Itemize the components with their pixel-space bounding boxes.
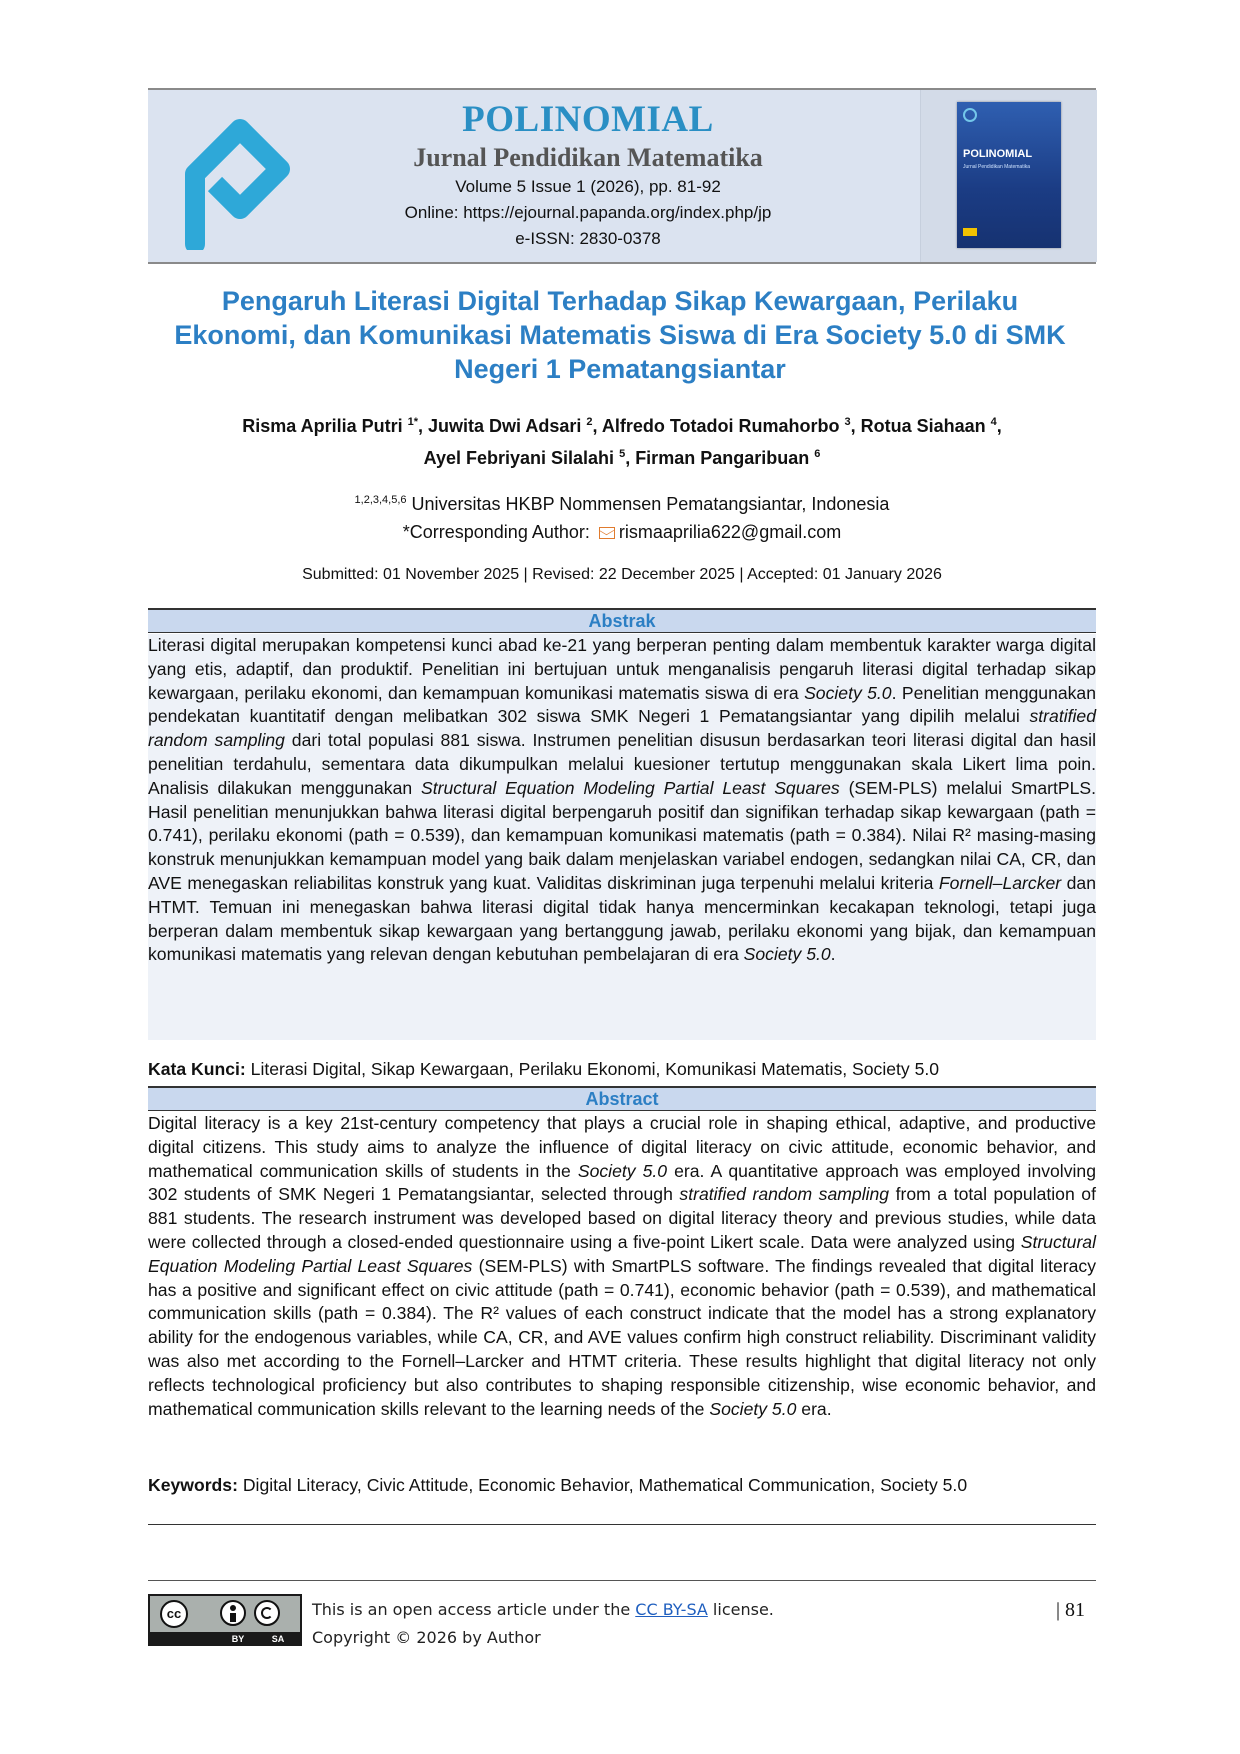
author-line-2 <box>150 440 1094 472</box>
abstrak-keywords-text: Literasi Digital, Sikap Kewargaan, Perilaku Ekonomi, Komunikasi Matematis, Society 5.0 <box>245 1059 940 1079</box>
author-list <box>150 408 1094 472</box>
author-name: , Firman Pangaribuan <box>625 448 815 468</box>
author-affiliation-index: 5 <box>619 448 626 460</box>
corresponding-email[interactable]: rismaaprilia622@gmail.com <box>618 522 842 542</box>
text-run: era. A quantitative approach was employed involving 302 students of SMK Negeri 1 Pematangsiantar, selected through <box>148 1160 1096 1205</box>
author-affiliation-index: 2 <box>586 416 593 428</box>
journal-subtitle: Jurnal Pendidikan Matematika <box>413 143 763 172</box>
text-run: . <box>830 944 836 965</box>
cc-sa-label: SA <box>271 1634 285 1644</box>
cover-subtitle: Jurnal Pendidikan Matematika <box>963 164 1030 170</box>
author-affiliation-index: 3 <box>844 416 851 428</box>
italic-term: Society 5.0 <box>709 1398 797 1419</box>
italic-term: Society 5.0 <box>804 682 892 703</box>
italic-term: Society 5.0 <box>577 1160 668 1181</box>
author-affiliation-index: 1* <box>407 416 418 428</box>
journal-online-url[interactable]: Online: https://ejournal.papanda.org/index.php/jp <box>404 203 772 222</box>
article-title: Pengaruh Literasi Digital Terhadap Sikap Kewargaan, Perilaku Ekonomi, dan Komunikasi Matematis Siswa di Era Society 5.0 di SMK Negeri 1 Pematangsiantar <box>174 286 1066 384</box>
cc-badge-top <box>150 1596 300 1632</box>
text-run: Literasi digital merupakan kompetensi kunci abad ke-21 yang berperan penting dalam membentuk karakter warga digital yang etis, adaptif, dan produktif. Penelitian ini bertujuan untuk menganalisis pengaruh literasi digital terhadap sikap kewargaan, perilaku ekonomi, dan kemampuan komunikasi matematis siswa di era <box>148 635 1096 703</box>
author-affiliation-index: 4 <box>990 416 997 428</box>
text-run: dan HTMT. Temuan ini menegaskan bahwa literasi digital tidak hanya mencerminkan kecakapan teknologi, tetapi juga berperan dalam membentuk sikap kewargaan yang bertanggung jawab, perilaku ekonomi yang bijak, dan kemampuan komunikasi matematis yang relevan dengan kebutuhan pembelajaran di era <box>148 872 1096 965</box>
author-name: , Alfredo Totadoi Rumahorbo <box>592 416 845 436</box>
submission-dates: Submitted: 01 November 2025 | Revised: 22 December 2025 | Accepted: 01 January 2026 <box>302 566 942 583</box>
cc-labels <box>218 1634 298 1644</box>
text-run: (SEM-PLS) with SmartPLS software. The findings revealed that digital literacy has a positive and significant effect on civic attitude (path = 0.741), economic behavior (path = 0.539), and mathematical communication skills (path = 0.384). The R² values of each construct indicate that the model has a strong explanatory ability for the endogenous variables, while CA, CR, and AVE values confirm high construct reliability. Discriminant validity was also met according to the Fornell–Larcker and HTMT criteria. These results highlight that digital literacy not only reflects technological proficiency but also contributes to shaping responsible citizenship, wise economic behavior, and mathematical communication skills relevant to the learning needs of the <box>148 1255 1096 1419</box>
abstrak-keywords-label: Kata Kunci: <box>148 1059 246 1079</box>
affiliation-sup: 1,2,3,4,5,6 <box>354 494 407 506</box>
license-post: license. <box>707 1600 774 1619</box>
abstract-text <box>148 1112 1096 1421</box>
cc-by-sa-badge[interactable] <box>148 1594 302 1646</box>
license-line <box>312 1596 774 1624</box>
author-line-1 <box>150 408 1094 440</box>
section-divider <box>148 1524 1096 1525</box>
journal-logo-icon <box>170 104 300 250</box>
italic-term: Structural Equation Modeling Partial Least Squares <box>148 1231 1096 1276</box>
cc-icon: cc <box>160 1600 188 1628</box>
cc-by-sa-link[interactable]: CC BY-SA <box>635 1600 708 1619</box>
text-run: (SEM-PLS) melalui SmartPLS. Hasil penelitian menunjukkan bahwa literasi digital berpengaruh positif dan signifikan terhadap sikap kewargaan (path = 0.741), perilaku ekonomi (path = 0.539), dan kemampuan komunikasi matematis (path = 0.384). Nilai R² masing-masing konstruk menunjukkan kemampuan model yang baik dalam menjelaskan variabel endogen, sedangkan nilai CA, CR, dan AVE menegaskan reliabilitas konstruk yang kuat. Validitas diskriminan juga terpenuhi melalui kriteria <box>148 777 1096 893</box>
license-notice <box>312 1596 774 1652</box>
journal-cover-panel <box>920 90 1097 262</box>
italic-term: Society 5.0 <box>743 944 831 965</box>
footer-divider <box>148 1580 1096 1581</box>
journal-header <box>148 88 1096 264</box>
italic-term: Fornell–Larcker <box>938 872 1062 893</box>
abstrak-keywords <box>148 1058 1096 1082</box>
journal-info <box>348 98 828 252</box>
cc-by-label: BY <box>231 1634 245 1644</box>
abstrak-heading: Abstrak <box>148 608 1096 633</box>
cover-title: POLINOMIAL <box>963 148 1033 160</box>
corresponding-label: *Corresponding Author: <box>402 522 595 542</box>
abstract-keywords-label: Keywords: <box>148 1475 238 1495</box>
abstract-keywords <box>148 1474 1096 1498</box>
author-name: , Juwita Dwi Adsari <box>418 416 587 436</box>
affiliation-text: Universitas HKBP Nommensen Pematangsiantar, Indonesia <box>406 494 890 514</box>
journal-volume: Volume 5 Issue 1 (2026), pp. 81-92 <box>455 177 721 196</box>
journal-name: POLINOMIAL <box>462 99 714 140</box>
journal-issn: e-ISSN: 2830-0378 <box>515 229 661 248</box>
italic-term: stratified random sampling <box>148 706 1096 751</box>
text-run: . Penelitian menggunakan pendekatan kuantitatif dengan melibatkan 302 siswa SMK Negeri 1 Pematangsiantar yang dipilih melalui <box>148 682 1097 727</box>
mail-icon <box>599 527 615 539</box>
journal-cover-image <box>957 102 1061 248</box>
abstract-keywords-text: Digital Literacy, Civic Attitude, Economic Behavior, Mathematical Communication, Society 5.0 <box>237 1475 968 1495</box>
text-run: Digital literacy is a key 21st-century competency that plays a crucial role in shaping ethical, adaptive, and productive digital citizens. This study aims to analyze the influence of digital literacy on civic attitude, economic behavior, and mathematical communication skills of students in the <box>148 1113 1096 1181</box>
author-name: , <box>996 416 1002 436</box>
author-name: Risma Aprilia Putri <box>242 416 408 436</box>
italic-term: stratified random sampling <box>679 1184 890 1205</box>
text-run: dari total populasi 881 siswa. Instrumen penelitian disusun berdasarkan teori literasi digital dan hasil penelitian terdahulu, sementara data dikumpulkan melalui kuesioner tertutup menggunakan skala Likert lima poin. Analisis dilakukan menggunakan <box>148 730 1096 798</box>
share-alike-icon <box>254 1600 280 1626</box>
text-run: era. <box>796 1398 832 1419</box>
author-name: , Rotua Siahaan <box>850 416 991 436</box>
text-run: from a total population of 881 students. The research instrument was developed based on digital literacy theory and previous studies, while data were collected through a closed-ended questionnaire using a five-point Likert scale. Data were analyzed using <box>148 1184 1096 1252</box>
abstract-heading: Abstract <box>148 1086 1096 1111</box>
affiliation-block <box>150 486 1094 546</box>
corresponding-author <box>150 518 1094 546</box>
cover-badge-icon <box>963 228 977 236</box>
author-name: Ayel Febriyani Silalahi <box>423 448 620 468</box>
author-affiliation-index: 6 <box>814 448 821 460</box>
italic-term: Structural Equation Modeling Partial Least Squares <box>420 777 840 798</box>
attribution-icon <box>220 1600 246 1626</box>
license-pre: This is an open access article under the <box>312 1600 636 1619</box>
page-number: | 81 <box>1056 1599 1086 1621</box>
copyright: Copyright © 2026 by Author <box>312 1628 541 1647</box>
cover-logo-icon <box>963 108 977 122</box>
affiliation <box>150 486 1094 518</box>
abstrak-text <box>148 634 1096 1040</box>
